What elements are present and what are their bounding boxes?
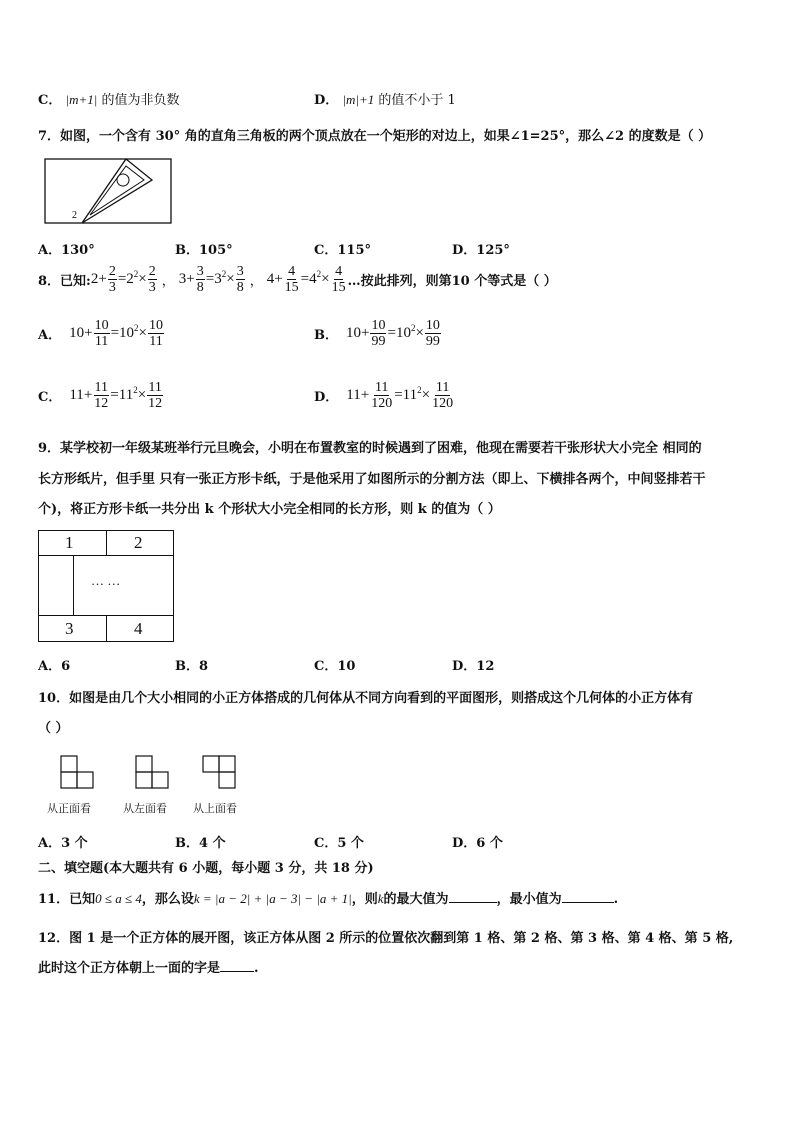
q8-given-2: 3+ $\frac{3}{8}$ $=3^2\times$ $\frac{3}{8}$ bbox=[178, 264, 244, 295]
grid-line-top bbox=[39, 555, 173, 556]
grid-cell-4: 4 bbox=[134, 619, 143, 638]
q9-option-c: C．10 bbox=[314, 659, 356, 674]
grid-cell-2: 2 bbox=[134, 533, 143, 552]
q9-stem-line-2: 长方形纸片，但手里 只有一张正方形卡纸，于是他采用了如图所示的分割方法（即上、下横排各两个，中间竖排若干 bbox=[38, 472, 706, 487]
min-answer-blank[interactable] bbox=[562, 890, 614, 903]
q8-stem: 8．已知: 2+ $\frac{2}{3}$ $=2^2\times$ $\frac{2}{3}$ ， 3+ $\frac{3}{8}$ $=3^2\times$ $\frac{3}{8}$ ， 4+ $\frac{4}{15}$ $=4^2\times$ $\frac{4}{15}$ …按此排列，则第10 个等式是（ ） bbox=[38, 264, 557, 295]
q11-stem: 11．已知0 ≤ a ≤ 4，那么设k = |a − 2| + |a − 3| − |a + 1|，则k的最大值为 ，最小值为 . bbox=[38, 891, 619, 907]
left-view-label: 从左面看 bbox=[123, 802, 167, 815]
q8-given-1: 2+ $\frac{2}{3}$ $=2^2\times$ $\frac{2}{3}$ bbox=[90, 264, 156, 295]
grid-divider-bottom bbox=[106, 615, 107, 641]
q8-option-a: A． 10+ $\frac{10}{11}$ $=10^2\times$ $\frac{10}{11}$ bbox=[38, 318, 163, 349]
q10-option-a: A．3 个 bbox=[38, 836, 88, 851]
q12-stem-line-1: 12．图 1 是一个正方体的展开图，该正方体从图 2 所示的位置依次翻到第 1 格、第 2 格、第 3 格、第 4 格、第 5 格, bbox=[38, 931, 734, 946]
grid-divider-top bbox=[106, 531, 107, 555]
k-expression: k = |a − 2| + |a − 3| − |a + 1| bbox=[193, 891, 352, 906]
q9-option-a: A．6 bbox=[38, 659, 71, 674]
grid-cell-1: 1 bbox=[65, 533, 74, 552]
q9-stem-line-3: 个)，将正方形卡纸一共分出 k 个形状大小完全相同的长方形，则 k 的值为（ ） bbox=[38, 502, 501, 517]
q9-grid-figure bbox=[38, 530, 174, 642]
left-view-figure bbox=[133, 754, 173, 790]
option-text: 的值为非负数 bbox=[101, 93, 180, 108]
q7-option-d: D．125° bbox=[452, 243, 510, 258]
q8-given-3: 4+ $\frac{4}{15}$ $=4^2\times$ $\frac{4}{15}$ bbox=[266, 264, 346, 295]
q10-option-b: B．4 个 bbox=[175, 836, 226, 851]
option-label: D． bbox=[314, 93, 339, 108]
q7-option-c: C．115° bbox=[314, 243, 371, 258]
option-label: C． bbox=[38, 93, 62, 108]
q10-option-d: D．6 个 bbox=[452, 836, 503, 851]
condition-expression: 0 ≤ a ≤ 4 bbox=[95, 891, 142, 906]
q8-option-c: C． 11+ $\frac{11}{12}$ $=11^2\times$ $\frac{11}{12}$ bbox=[38, 380, 163, 411]
grid-cell-3: 3 bbox=[65, 619, 74, 638]
q6-option-d bbox=[314, 89, 456, 108]
section-heading: 二、填空题(本大题共有 6 小题，每小题 3 分，共 18 分) bbox=[38, 861, 374, 876]
q12-answer-blank[interactable] bbox=[220, 959, 254, 972]
angle-label: 2 bbox=[72, 210, 77, 221]
q10-stem-line-1: 10．如图是由几个大小相同的小正方体搭成的几何体从不同方向看到的平面图形，则搭成这个几何体的小正方体有 bbox=[38, 691, 694, 706]
q8-option-d: D． 11+ $\frac{11}{120}$ $=11^2\times$ $\frac{11}{120}$ bbox=[314, 380, 454, 411]
q7-option-a: A．130° bbox=[38, 243, 95, 258]
grid-divider-middle bbox=[73, 555, 74, 615]
q7-option-b: B．105° bbox=[175, 243, 233, 258]
q9-stem-line-1: 9．某学校初一年级某班举行元旦晚会，小明在布置教室的时候遇到了困难，他现在需要若干张形状大小完全 相同的 bbox=[38, 441, 702, 456]
q10-stem-line-2: （ ） bbox=[38, 721, 69, 736]
math-expression: |m|+1 bbox=[342, 92, 375, 107]
q9-option-b: B．8 bbox=[175, 659, 209, 674]
top-view-figure bbox=[200, 754, 240, 790]
q8-option-b: B． 10+ $\frac{10}{99}$ $=10^2\times$ $\frac{10}{99}$ bbox=[314, 318, 440, 349]
q9-option-d: D．12 bbox=[452, 659, 495, 674]
front-view-label: 从正面看 bbox=[47, 802, 91, 815]
top-view-label: 从上面看 bbox=[193, 802, 237, 815]
option-text: 的值不小于 1 bbox=[378, 93, 456, 108]
q12-stem-line-2: 此时这个正方体朝上一面的字是 . bbox=[38, 961, 259, 976]
max-answer-blank[interactable] bbox=[449, 890, 497, 903]
q10-option-c: C．5 个 bbox=[314, 836, 364, 851]
math-expression: |m+1| bbox=[65, 92, 98, 107]
grid-dots: … … bbox=[91, 573, 121, 588]
q7-figure bbox=[44, 158, 174, 226]
front-view-figure bbox=[58, 754, 98, 790]
q6-option-c bbox=[38, 89, 179, 108]
q7-stem: 7．如图，一个含有 30° 角的直角三角板的两个顶点放在一个矩形的对边上，如果∠1=25°，那么∠2 的度数是（ ） bbox=[38, 129, 712, 144]
